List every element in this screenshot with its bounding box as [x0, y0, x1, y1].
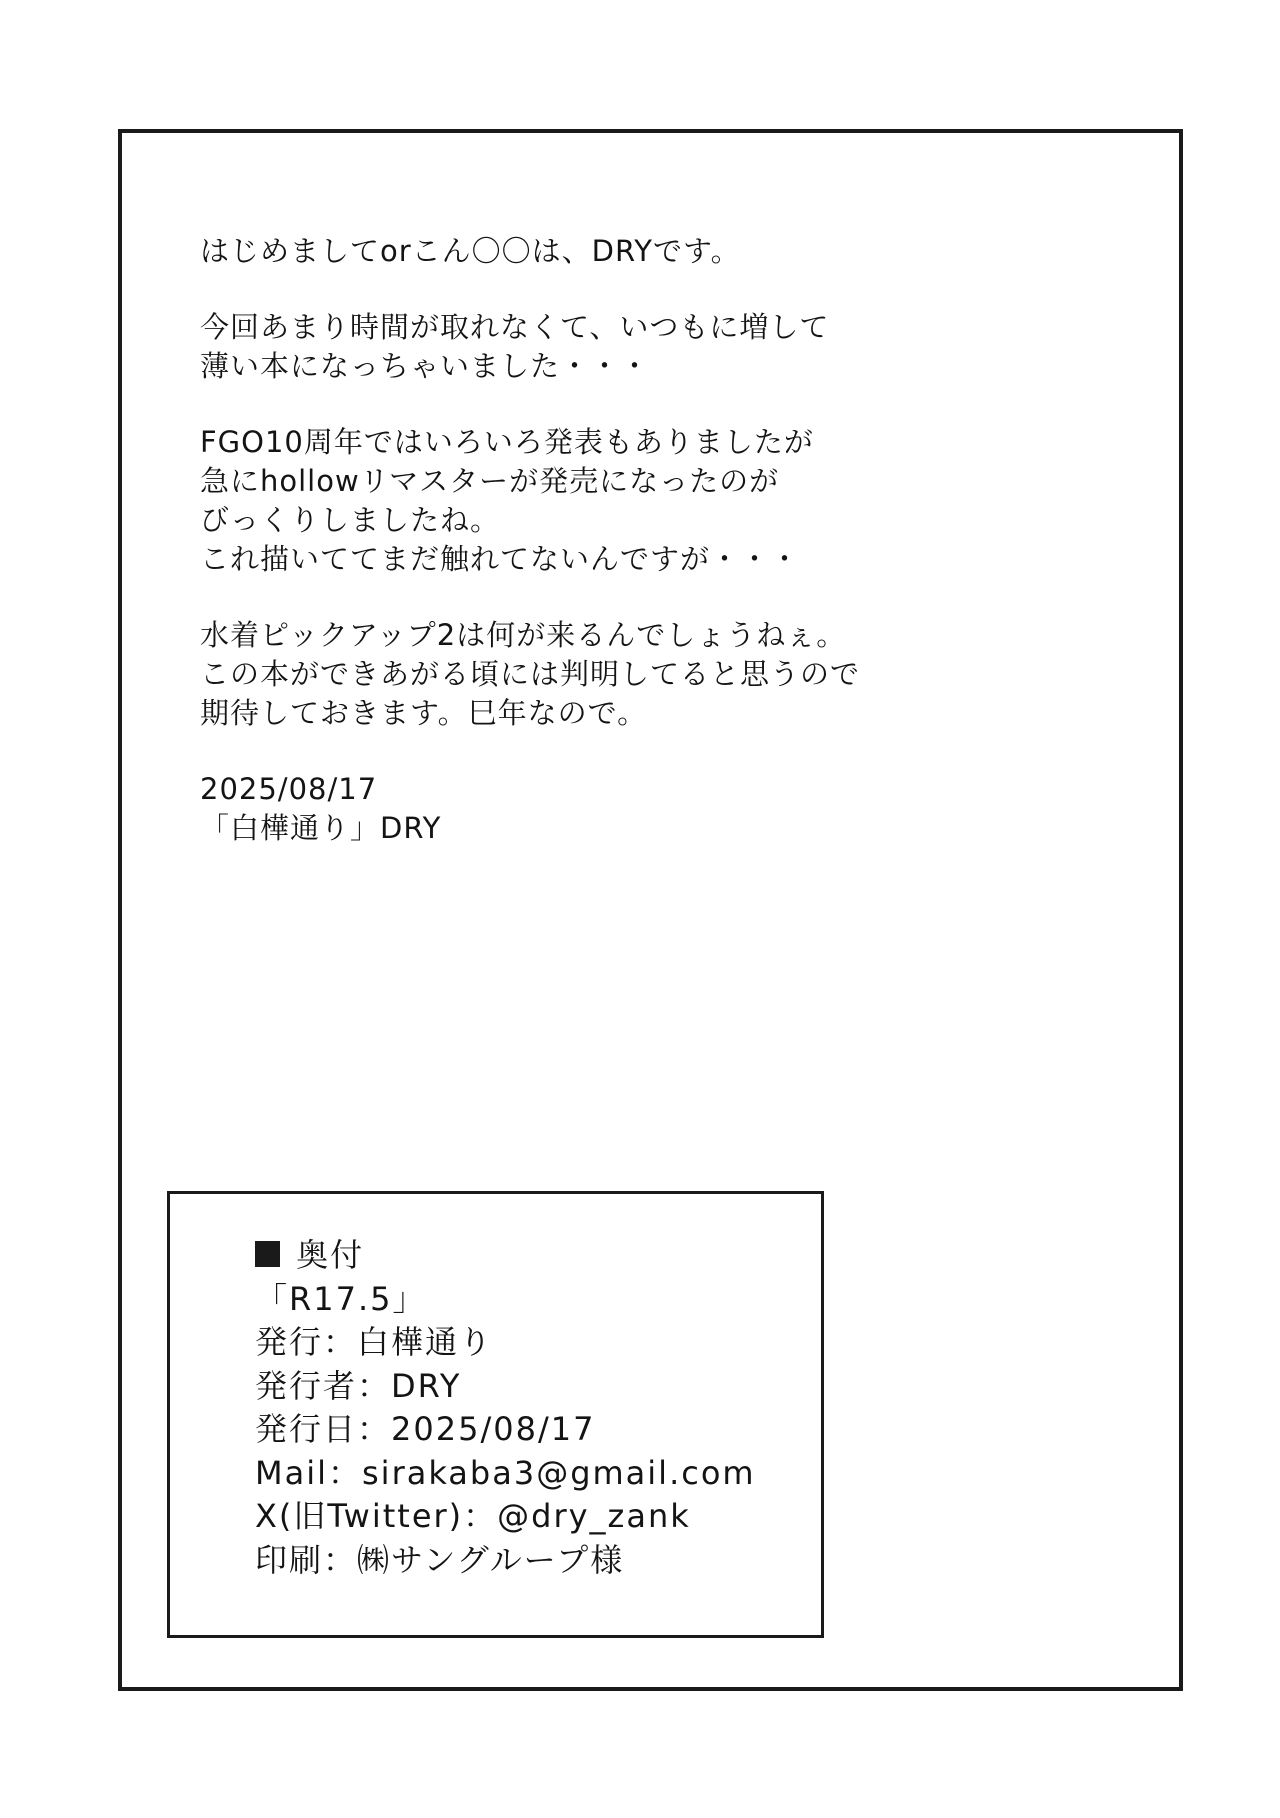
colophon-heading: 奥付 [296, 1236, 365, 1274]
colophon-publisher: 発行：白樺通り [255, 1323, 494, 1361]
colophon-printer: 印刷：㈱サングループ様 [255, 1540, 625, 1579]
afterword-paragraph-4 [200, 616, 1100, 733]
afterword-paragraph-3 [200, 423, 1100, 579]
colophon [255, 1234, 756, 1582]
afterword-line: 急にhollowリマスターが発売になったのが [200, 464, 780, 498]
afterword-line: 期待しておきます。巳年なので。 [200, 696, 648, 730]
colophon-box [167, 1191, 824, 1638]
colophon-heading-row [255, 1234, 756, 1278]
afterword-paragraph-1 [200, 232, 1100, 271]
afterword-line: これ描いててまだ触れてないんですが・・・ [200, 542, 801, 576]
afterword-line: 今回あまり時間が取れなくて、いつもに増して [200, 310, 830, 344]
afterword-paragraph-2 [200, 308, 1100, 386]
colophon-issue-date: 発行日：2025/08/17 [255, 1410, 596, 1448]
square-bullet-icon [255, 1241, 280, 1267]
afterword-line: はじめましてorこん〇〇は、DRYです。 [200, 234, 741, 268]
afterword-line: FGO10周年ではいろいろ発表もありましたが [200, 425, 814, 459]
afterword-line: 薄い本になっちゃいました・・・ [200, 349, 651, 383]
afterword-line: この本ができあがる頃には判明してると思うので [200, 657, 861, 691]
afterword [200, 232, 1100, 885]
afterword-signoff [200, 770, 1100, 848]
afterword-line: 水着ピックアップ2は何が来るんでしょうねぇ。 [200, 618, 847, 652]
afterword-signature: 「白樺通り」DRY [200, 811, 442, 845]
afterword-line: びっくりしましたね。 [200, 503, 501, 537]
colophon-author: 発行者：DRY [255, 1366, 462, 1405]
afterword-date: 2025/08/17 [200, 772, 378, 806]
colophon-title: 「R17.5」 [255, 1279, 427, 1318]
colophon-mail: Mail：sirakaba3@gmail.com [255, 1453, 756, 1492]
colophon-twitter: X(旧Twitter)：@dry_zank [255, 1497, 691, 1535]
